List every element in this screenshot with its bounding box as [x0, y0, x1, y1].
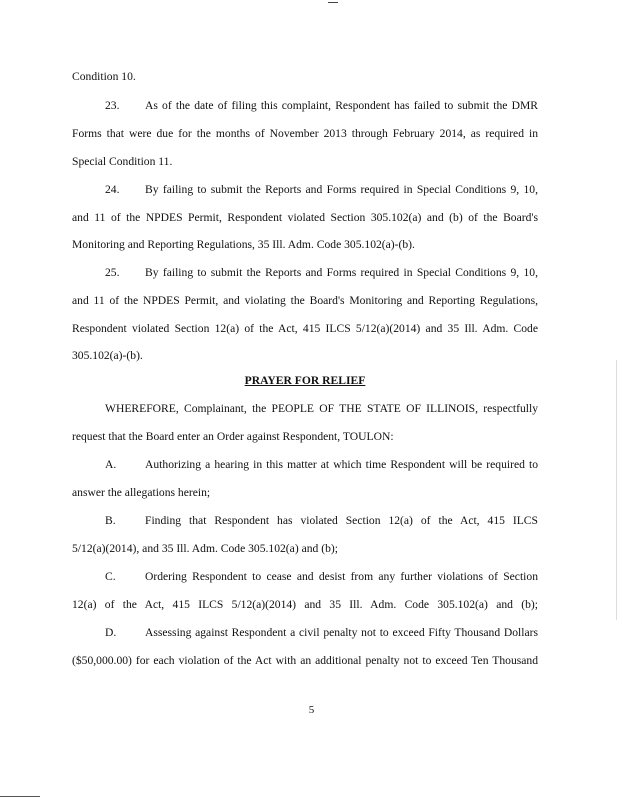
paragraph-24-line — [105, 183, 538, 197]
text-line: Condition 10. — [72, 70, 136, 83]
item-text: Assessing against Respondent a civil penalty not to exceed Fifty Thousand Dollars — [145, 626, 538, 639]
text-line: answer the allegations herein; — [72, 486, 211, 499]
paragraph-text: By failing to submit the Reports and Forms required in Special Conditions 9, 10, — [145, 183, 538, 196]
page-number: 5 — [308, 704, 315, 716]
item-d-line — [105, 626, 538, 640]
item-b-line — [105, 514, 538, 528]
paragraph-text: By failing to submit the Reports and Forms required in Special Conditions 9, 10, — [145, 266, 538, 279]
item-c-line — [105, 570, 538, 584]
text-line: Special Condition 11. — [72, 155, 173, 168]
text-line: 5/12(a)(2014), and 35 Ill. Adm. Code 305.102(a) and (b); — [72, 542, 338, 555]
scan-mark — [0, 796, 40, 797]
text-line: 12(a) of the Act, 415 ILCS 5/12(a)(2014) and 35 Ill. Adm. Code 305.102(a) and (b); — [72, 598, 538, 611]
paragraph-number: 23. — [105, 99, 120, 112]
text-line: 305.102(a)-(b). — [72, 349, 143, 362]
item-letter: B. — [105, 514, 116, 527]
item-letter: C. — [105, 570, 116, 583]
item-text: Finding that Respondent has violated Section 12(a) of the Act, 415 ILCS — [145, 514, 538, 527]
text-line: Forms that were due for the months of November 2013 through February 2014, as required in — [72, 127, 538, 140]
paragraph-23-line — [105, 99, 538, 113]
item-letter: D. — [105, 626, 117, 639]
text-line: and 11 of the NPDES Permit, Respondent violated Section 305.102(a) and (b) of the Board's — [72, 211, 538, 224]
item-text: Authorizing a hearing in this matter at which time Respondent will be required to — [145, 458, 538, 471]
paragraph-number: 24. — [105, 183, 120, 196]
text-line: and 11 of the NPDES Permit, and violating the Board's Monitoring and Reporting Regulations, — [72, 294, 538, 307]
paragraph-text: As of the date of filing this complaint, Respondent has failed to submit the DMR — [145, 99, 538, 112]
text-line: request that the Board enter an Order against Respondent, TOULON: — [72, 430, 394, 443]
text-line: ($50,000.00) for each violation of the Act with an additional penalty not to exceed Ten Thousand — [72, 654, 538, 667]
paragraph-25-line — [105, 266, 538, 280]
paragraph-number: 25. — [105, 266, 120, 279]
section-heading: PRAYER FOR RELIEF — [244, 374, 366, 387]
paragraph-text: WHEREFORE, Complainant, the PEOPLE OF THE STATE OF ILLINOIS, respectfully — [105, 402, 538, 415]
item-text: Ordering Respondent to cease and desist from any further violations of Section — [145, 570, 538, 583]
wherefore-line — [105, 402, 538, 416]
item-letter: A. — [105, 458, 117, 471]
item-a-line — [105, 458, 538, 472]
text-line: Respondent violated Section 12(a) of the Act, 415 ILCS 5/12(a)(2014) and 35 Ill. Adm. Code — [72, 322, 538, 335]
text-line: Monitoring and Reporting Regulations, 35 Ill. Adm. Code 305.102(a)-(b). — [72, 238, 415, 251]
scan-mark — [328, 2, 338, 3]
scan-mark — [616, 360, 617, 620]
